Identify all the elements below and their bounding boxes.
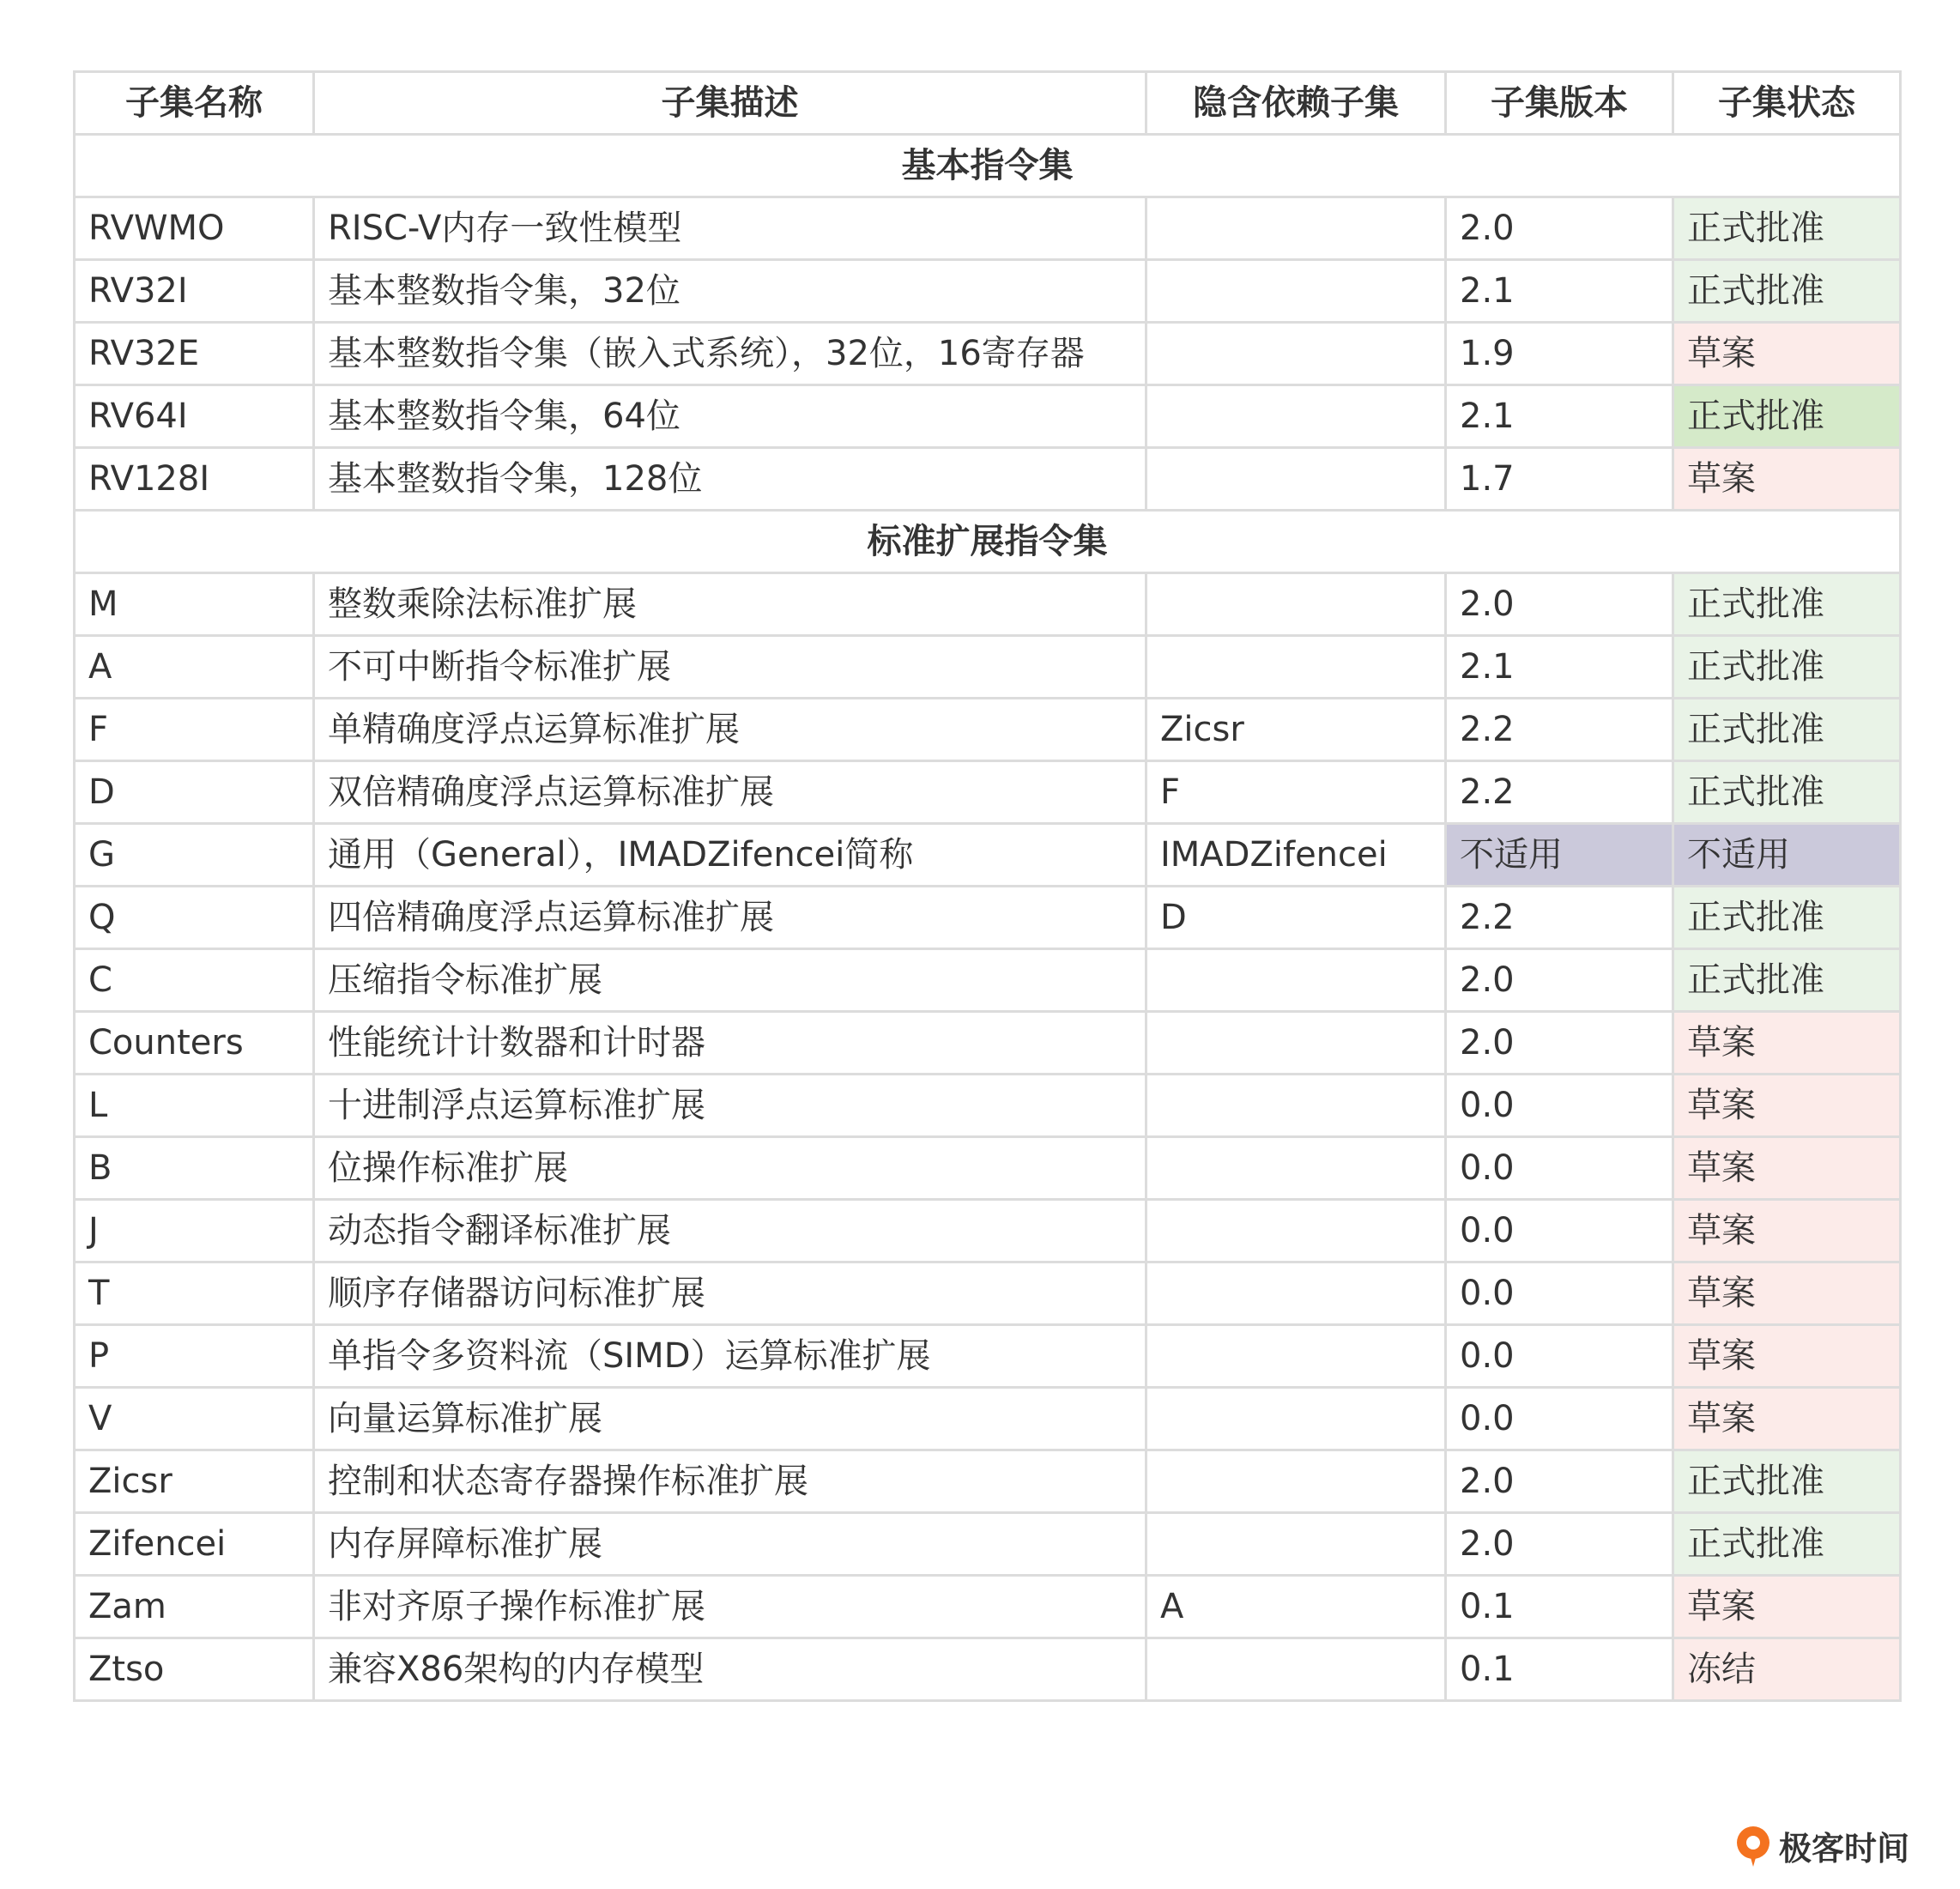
cell-name: T — [75, 1262, 314, 1325]
cell-description: 向量运算标准扩展 — [314, 1388, 1146, 1450]
cell-version: 2.2 — [1446, 761, 1673, 824]
cell-version: 2.0 — [1446, 1513, 1673, 1576]
cell-status: 正式批准 — [1673, 1450, 1901, 1513]
header-description: 子集描述 — [314, 72, 1146, 135]
cell-version: 0.0 — [1446, 1262, 1673, 1325]
cell-dependencies: F — [1146, 761, 1446, 824]
brand-logo — [1733, 1822, 1909, 1869]
cell-description: 整数乘除法标准扩展 — [314, 573, 1146, 636]
cell-status: 草案 — [1673, 1012, 1901, 1075]
cell-version: 2.0 — [1446, 573, 1673, 636]
cell-status: 冻结 — [1673, 1638, 1901, 1701]
cell-description: 单精确度浮点运算标准扩展 — [314, 699, 1146, 761]
section-row — [75, 511, 1901, 573]
cell-description: 四倍精确度浮点运算标准扩展 — [314, 887, 1146, 949]
table-row — [75, 824, 1901, 887]
table-row — [75, 1075, 1901, 1137]
cell-version: 0.0 — [1446, 1388, 1673, 1450]
cell-description: RISC-V内存一致性模型 — [314, 197, 1146, 260]
cell-description: 基本整数指令集，64位 — [314, 385, 1146, 448]
cell-status: 草案 — [1673, 448, 1901, 511]
cell-version: 2.0 — [1446, 1450, 1673, 1513]
cell-version: 2.1 — [1446, 260, 1673, 323]
cell-name: M — [75, 573, 314, 636]
table-row — [75, 1137, 1901, 1200]
cell-description: 位操作标准扩展 — [314, 1137, 1146, 1200]
cell-version: 0.0 — [1446, 1325, 1673, 1388]
table-row — [75, 1638, 1901, 1701]
cell-version: 2.2 — [1446, 699, 1673, 761]
cell-name: V — [75, 1388, 314, 1450]
cell-dependencies — [1146, 1200, 1446, 1262]
table-row — [75, 260, 1901, 323]
cell-description: 不可中断指令标准扩展 — [314, 636, 1146, 699]
cell-status: 草案 — [1673, 1262, 1901, 1325]
cell-description: 压缩指令标准扩展 — [314, 949, 1146, 1012]
cell-status: 正式批准 — [1673, 636, 1901, 699]
cell-dependencies — [1146, 385, 1446, 448]
cell-status: 正式批准 — [1673, 887, 1901, 949]
table-row — [75, 1576, 1901, 1638]
brand-logo-text: 极客时间 — [1779, 1830, 1910, 1868]
cell-name: P — [75, 1325, 314, 1388]
cell-status: 草案 — [1673, 1325, 1901, 1388]
cell-dependencies — [1146, 949, 1446, 1012]
cell-description: 基本整数指令集（嵌入式系统），32位，16寄存器 — [314, 323, 1146, 385]
cell-status: 草案 — [1673, 323, 1901, 385]
cell-status: 正式批准 — [1673, 1513, 1901, 1576]
cell-version: 0.0 — [1446, 1075, 1673, 1137]
cell-dependencies — [1146, 1075, 1446, 1137]
cell-dependencies: IMADZifencei — [1146, 824, 1446, 887]
cell-version: 2.1 — [1446, 385, 1673, 448]
cell-name: Q — [75, 887, 314, 949]
cell-status: 草案 — [1673, 1388, 1901, 1450]
cell-dependencies — [1146, 1012, 1446, 1075]
cell-dependencies — [1146, 260, 1446, 323]
cell-dependencies — [1146, 1513, 1446, 1576]
cell-version: 0.1 — [1446, 1576, 1673, 1638]
cell-description: 双倍精确度浮点运算标准扩展 — [314, 761, 1146, 824]
cell-description: 内存屏障标准扩展 — [314, 1513, 1146, 1576]
cell-status: 草案 — [1673, 1137, 1901, 1200]
cell-status: 正式批准 — [1673, 260, 1901, 323]
cell-version: 2.0 — [1446, 197, 1673, 260]
cell-description: 非对齐原子操作标准扩展 — [314, 1576, 1146, 1638]
cell-name: F — [75, 699, 314, 761]
cell-status: 正式批准 — [1673, 197, 1901, 260]
cell-name: L — [75, 1075, 314, 1137]
cell-version: 1.9 — [1446, 323, 1673, 385]
cell-dependencies — [1146, 1262, 1446, 1325]
cell-status: 正式批准 — [1673, 385, 1901, 448]
table-row — [75, 1262, 1901, 1325]
cell-description: 顺序存储器访问标准扩展 — [314, 1262, 1146, 1325]
cell-name: A — [75, 636, 314, 699]
cell-version: 2.1 — [1446, 636, 1673, 699]
cell-name: Counters — [75, 1012, 314, 1075]
cell-dependencies: Zicsr — [1146, 699, 1446, 761]
cell-name: B — [75, 1137, 314, 1200]
header-version: 子集版本 — [1446, 72, 1673, 135]
table-row — [75, 1388, 1901, 1450]
table-row — [75, 197, 1901, 260]
cell-name: RV128I — [75, 448, 314, 511]
cell-dependencies — [1146, 636, 1446, 699]
table-row — [75, 636, 1901, 699]
cell-description: 兼容X86架构的内存模型 — [314, 1638, 1146, 1701]
table-row — [75, 761, 1901, 824]
cell-dependencies — [1146, 573, 1446, 636]
cell-version: 0.1 — [1446, 1638, 1673, 1701]
cell-name: RV64I — [75, 385, 314, 448]
table-row — [75, 699, 1901, 761]
cell-name: D — [75, 761, 314, 824]
cell-version: 1.7 — [1446, 448, 1673, 511]
table-row — [75, 448, 1901, 511]
cell-name: G — [75, 824, 314, 887]
cell-status: 正式批准 — [1673, 761, 1901, 824]
table-row — [75, 1450, 1901, 1513]
table-row — [75, 1513, 1901, 1576]
cell-dependencies — [1146, 197, 1446, 260]
cell-name: RV32E — [75, 323, 314, 385]
cell-name: RVWMO — [75, 197, 314, 260]
table-row — [75, 573, 1901, 636]
cell-dependencies — [1146, 1638, 1446, 1701]
cell-description: 通用（General），IMADZifencei简称 — [314, 824, 1146, 887]
table-row — [75, 1325, 1901, 1388]
cell-name: Zifencei — [75, 1513, 314, 1576]
table-row — [75, 323, 1901, 385]
cell-status: 正式批准 — [1673, 949, 1901, 1012]
cell-description: 基本整数指令集，128位 — [314, 448, 1146, 511]
geektime-logo-icon — [1733, 1824, 1774, 1868]
cell-dependencies: D — [1146, 887, 1446, 949]
cell-version: 0.0 — [1446, 1200, 1673, 1262]
cell-version: 0.0 — [1446, 1137, 1673, 1200]
cell-description: 动态指令翻译标准扩展 — [314, 1200, 1146, 1262]
cell-dependencies — [1146, 1450, 1446, 1513]
cell-status: 草案 — [1673, 1200, 1901, 1262]
section-title: 标准扩展指令集 — [75, 511, 1901, 573]
cell-name: J — [75, 1200, 314, 1262]
cell-description: 控制和状态寄存器操作标准扩展 — [314, 1450, 1146, 1513]
cell-name: Ztso — [75, 1638, 314, 1701]
header-row — [75, 72, 1901, 135]
cell-version: 2.0 — [1446, 949, 1673, 1012]
cell-version: 不适用 — [1446, 824, 1673, 887]
cell-name: Zicsr — [75, 1450, 314, 1513]
cell-status: 正式批准 — [1673, 573, 1901, 636]
table-row — [75, 949, 1901, 1012]
table-row — [75, 1012, 1901, 1075]
header-name: 子集名称 — [75, 72, 314, 135]
cell-description: 性能统计计数器和计时器 — [314, 1012, 1146, 1075]
cell-dependencies — [1146, 1388, 1446, 1450]
header-status: 子集状态 — [1673, 72, 1901, 135]
cell-name: Zam — [75, 1576, 314, 1638]
cell-description: 单指令多资料流（SIMD）运算标准扩展 — [314, 1325, 1146, 1388]
cell-dependencies — [1146, 1137, 1446, 1200]
table-row — [75, 1200, 1901, 1262]
cell-dependencies — [1146, 323, 1446, 385]
cell-name: C — [75, 949, 314, 1012]
section-title: 基本指令集 — [75, 135, 1901, 197]
table-row — [75, 385, 1901, 448]
cell-status: 草案 — [1673, 1075, 1901, 1137]
cell-version: 2.0 — [1446, 1012, 1673, 1075]
cell-dependencies: A — [1146, 1576, 1446, 1638]
subset-table — [73, 70, 1902, 1702]
cell-name: RV32I — [75, 260, 314, 323]
section-row — [75, 135, 1901, 197]
cell-dependencies — [1146, 448, 1446, 511]
cell-dependencies — [1146, 1325, 1446, 1388]
cell-status: 草案 — [1673, 1576, 1901, 1638]
header-dependencies: 隐含依赖子集 — [1146, 72, 1446, 135]
cell-description: 十进制浮点运算标准扩展 — [314, 1075, 1146, 1137]
cell-version: 2.2 — [1446, 887, 1673, 949]
cell-status: 正式批准 — [1673, 699, 1901, 761]
cell-description: 基本整数指令集，32位 — [314, 260, 1146, 323]
table-row — [75, 887, 1901, 949]
cell-status: 不适用 — [1673, 824, 1901, 887]
